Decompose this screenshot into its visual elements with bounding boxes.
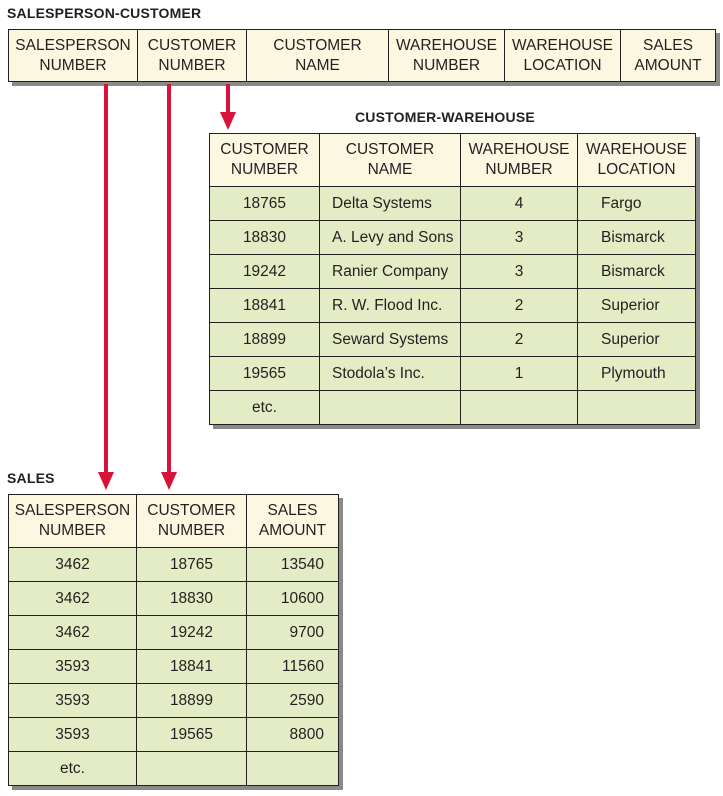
table-row: [210, 255, 696, 289]
cell-sales-amount: 11560: [247, 650, 339, 684]
sales-table: [8, 494, 339, 786]
cell-customer-number: 18830: [137, 582, 247, 616]
header-warehouse-number: WAREHOUSE NUMBER: [461, 134, 578, 187]
cell-customer-number: 18899: [210, 323, 320, 357]
table-row: [9, 548, 339, 582]
cell-customer-number: 19565: [210, 357, 320, 391]
cell-customer-name: R. W. Flood Inc.: [320, 289, 461, 323]
cell-customer-number: 19242: [137, 616, 247, 650]
cell-customer-name: Stodola’s Inc.: [320, 357, 461, 391]
salesperson-customer-table: [8, 29, 716, 82]
header-warehouse-number: WAREHOUSE NUMBER: [389, 30, 505, 82]
customer-warehouse-table: [209, 133, 696, 425]
cell-salesperson-number: 3593: [9, 684, 137, 718]
cell-customer-name: Ranier Company: [320, 255, 461, 289]
customer-warehouse-header-row: [210, 134, 696, 187]
cell-warehouse-location: Superior: [578, 289, 696, 323]
cell-sales-amount: 2590: [247, 684, 339, 718]
cell-sales-amount: 13540: [247, 548, 339, 582]
cell-warehouse-number: 3: [461, 255, 578, 289]
cell-customer-number: [137, 752, 247, 786]
cell-sales-amount: 8800: [247, 718, 339, 752]
sales-header-row: [9, 495, 339, 548]
cell-warehouse-number: 4: [461, 187, 578, 221]
cell-customer-number: 19242: [210, 255, 320, 289]
cell-customer-number: 18841: [210, 289, 320, 323]
cell-customer-number: 18830: [210, 221, 320, 255]
table-row: [9, 650, 339, 684]
arrow-customer-number-head: [161, 472, 177, 490]
salesperson-customer-header-row: [9, 30, 716, 82]
cell-warehouse-number: 2: [461, 289, 578, 323]
cell-salesperson-number: 3462: [9, 582, 137, 616]
cell-salesperson-number: etc.: [9, 752, 137, 786]
cell-warehouse-number: [461, 391, 578, 425]
header-warehouse-location: WAREHOUSE LOCATION: [505, 30, 621, 82]
cell-warehouse-location: [578, 391, 696, 425]
customer-warehouse-title: CUSTOMER-WAREHOUSE: [355, 109, 535, 125]
arrow-salesperson-number-head: [98, 472, 114, 490]
cell-customer-number: 18841: [137, 650, 247, 684]
header-salesperson-number: SALESPERSON NUMBER: [9, 30, 138, 82]
table-row: [9, 616, 339, 650]
header-salesperson-number: SALESPERSON NUMBER: [9, 495, 137, 548]
cell-customer-number: 18765: [137, 548, 247, 582]
arrow-customer-name-head: [220, 112, 236, 130]
cell-warehouse-location: Fargo: [578, 187, 696, 221]
sales-title: SALES: [7, 470, 55, 486]
header-sales-amount: SALES AMOUNT: [621, 30, 716, 82]
cell-customer-name: A. Levy and Sons: [320, 221, 461, 255]
header-customer-name: CUSTOMER NAME: [247, 30, 389, 82]
cell-warehouse-location: Superior: [578, 323, 696, 357]
table-row: [210, 391, 696, 425]
cell-customer-name: Delta Systems: [320, 187, 461, 221]
cell-salesperson-number: 3593: [9, 718, 137, 752]
salesperson-customer-title: SALESPERSON-CUSTOMER: [7, 5, 202, 21]
header-customer-number: CUSTOMER NUMBER: [138, 30, 247, 82]
header-customer-name: CUSTOMER NAME: [320, 134, 461, 187]
cell-salesperson-number: 3593: [9, 650, 137, 684]
header-warehouse-location: WAREHOUSE LOCATION: [578, 134, 696, 187]
cell-warehouse-location: Bismarck: [578, 255, 696, 289]
cell-warehouse-number: 3: [461, 221, 578, 255]
cell-sales-amount: 10600: [247, 582, 339, 616]
table-row: [9, 582, 339, 616]
cell-customer-name: [320, 391, 461, 425]
header-customer-number: CUSTOMER NUMBER: [210, 134, 320, 187]
table-row: [9, 684, 339, 718]
cell-customer-number: 19565: [137, 718, 247, 752]
cell-sales-amount: 9700: [247, 616, 339, 650]
cell-salesperson-number: 3462: [9, 616, 137, 650]
cell-customer-name: Seward Systems: [320, 323, 461, 357]
cell-customer-number: 18899: [137, 684, 247, 718]
cell-customer-number: etc.: [210, 391, 320, 425]
table-row: [210, 357, 696, 391]
table-row: [9, 752, 339, 786]
cell-customer-number: 18765: [210, 187, 320, 221]
cell-warehouse-location: Plymouth: [578, 357, 696, 391]
cell-warehouse-number: 1: [461, 357, 578, 391]
cell-warehouse-location: Bismarck: [578, 221, 696, 255]
cell-salesperson-number: 3462: [9, 548, 137, 582]
table-row: [9, 718, 339, 752]
header-sales-amount: SALES AMOUNT: [247, 495, 339, 548]
table-row: [210, 289, 696, 323]
table-row: [210, 323, 696, 357]
cell-sales-amount: [247, 752, 339, 786]
header-customer-number: CUSTOMER NUMBER: [137, 495, 247, 548]
table-row: [210, 187, 696, 221]
cell-warehouse-number: 2: [461, 323, 578, 357]
table-row: [210, 221, 696, 255]
